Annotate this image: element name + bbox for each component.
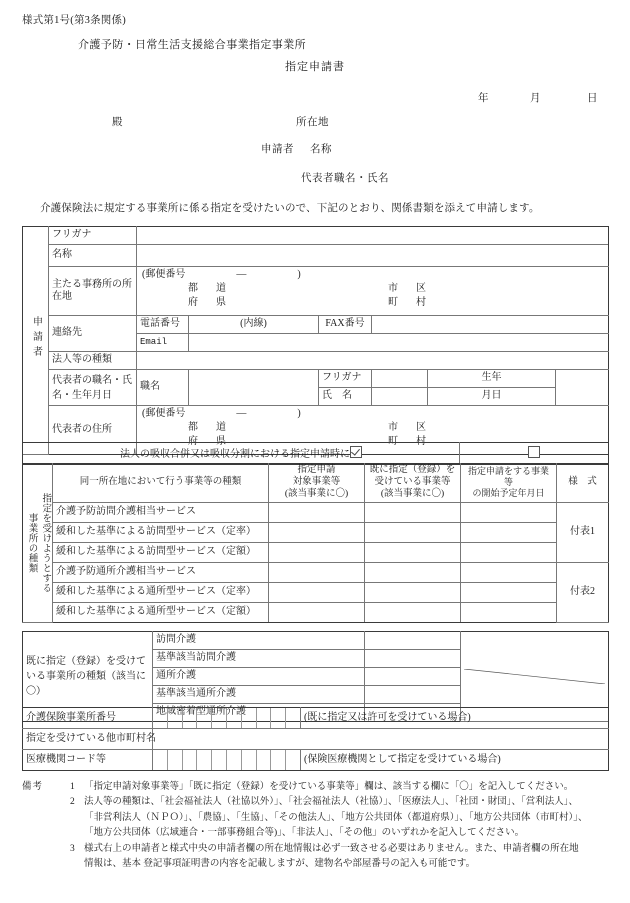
digit-box[interactable]: [183, 750, 198, 770]
other-municipality-input[interactable]: [153, 729, 609, 750]
insurance-office-number-row: [23, 708, 609, 729]
applicant-label: 申請者: [261, 144, 294, 155]
merger-text: 法人の吸収合併又は吸収分割における指定申請時に: [120, 448, 350, 460]
extension-label: (内線): [240, 318, 267, 330]
merger-table: [22, 442, 609, 465]
row-rep-furigana: [23, 370, 609, 388]
note-line: 「非営利法人（ＮＰＯ）」、「農協」、「生協」、「その他法人」、「地方公共団体（都道府県）」、「地方公共団体（市町村）」、: [84, 812, 588, 823]
note-number: 2: [70, 797, 75, 808]
other-municipality-label: 指定を受けている他市町村名: [23, 729, 153, 750]
designation-header-row: [23, 464, 609, 503]
apply-target-cell[interactable]: [269, 582, 365, 602]
digit-box[interactable]: [286, 708, 300, 728]
form-number: 様式第1号(第3条関係): [22, 15, 126, 26]
shiku-label: 市 区: [388, 283, 430, 294]
fax-input[interactable]: [372, 316, 609, 334]
fuken-label: 府 県: [188, 297, 230, 308]
service-name: 介護予防訪問介護相当サービス: [53, 502, 269, 522]
service-name: 介護予防通所介護相当サービス: [53, 562, 269, 582]
merger-row: [23, 443, 609, 465]
applicant-vertical-label: 申請者: [23, 227, 49, 455]
other-municipality-row: [23, 729, 609, 750]
digit-box[interactable]: [227, 750, 242, 770]
medical-code-boxes[interactable]: [153, 750, 301, 771]
start-date-cell[interactable]: [461, 562, 557, 582]
rep-todo-label: 都 道: [188, 422, 230, 433]
apply-target-cell[interactable]: [269, 602, 365, 622]
chouson-label: 町 村: [388, 297, 430, 308]
medical-code-label: 医療機関コード等: [23, 750, 153, 771]
existing-item-label: 通所介護: [153, 668, 365, 686]
existing-item-label: 基準該当通所介護: [153, 686, 365, 704]
already-designated-cell[interactable]: [365, 602, 461, 622]
tel-input[interactable]: [189, 316, 319, 334]
main-office-input[interactable]: [137, 267, 609, 316]
digit-box[interactable]: [242, 708, 257, 728]
medical-code-row: [23, 750, 609, 771]
row-furigana: [23, 227, 609, 245]
apply-target-cell[interactable]: [269, 502, 365, 522]
already-designated-cell[interactable]: [365, 502, 461, 522]
note-item: [22, 842, 622, 873]
digit-box[interactable]: [242, 750, 257, 770]
service-name: 緩和した基準による通所型サービス（定額）: [53, 602, 269, 622]
apply-target-cell[interactable]: [269, 542, 365, 562]
note-number: 1: [70, 782, 75, 792]
service-name: 緩和した基準による訪問型サービス（定額）: [53, 542, 269, 562]
insurance-office-number-boxes[interactable]: [153, 708, 301, 729]
col-header-apply-target: 指定申請 対象事業等 (該当事業に〇): [269, 464, 365, 503]
email-input[interactable]: [189, 334, 609, 352]
col-header-service-type: 同一所在地において行う事業等の種類: [53, 464, 269, 503]
start-date-cell[interactable]: [461, 502, 557, 522]
postal-prefix: (郵便番号 — ): [142, 269, 301, 280]
applicant-name-label: 名称: [310, 144, 332, 155]
existing-item-label: 訪問介護: [153, 632, 365, 650]
designation-row: [23, 562, 609, 582]
post-input[interactable]: [189, 370, 319, 406]
digit-box[interactable]: [257, 750, 272, 770]
note-line: 「指定申請対象事業等」「既に指定（登録）を受けている事業等」欄は、該当する欄に「〇」を記入してください。: [84, 782, 574, 792]
rep-chouson-label: 町 村: [388, 436, 430, 447]
row-contact-tel: [23, 316, 609, 334]
name-input[interactable]: [137, 245, 609, 267]
service-name: 緩和した基準による通所型サービス（定率）: [53, 582, 269, 602]
already-designated-cell[interactable]: [365, 542, 461, 562]
col-header-form: 様 式: [557, 464, 609, 503]
designation-row: [23, 542, 609, 562]
name-label: 名称: [49, 245, 137, 267]
start-date-cell[interactable]: [461, 602, 557, 622]
row-corporation-type: [23, 352, 609, 370]
merger-right-checkbox[interactable]: [528, 446, 540, 458]
date-month-label: 月: [530, 93, 541, 104]
already-designated-cell[interactable]: [365, 582, 461, 602]
designation-row: [23, 602, 609, 622]
note-line: 様式右上の申請者と様式中央の申請者欄の所在地情報は必ず一致させる必要はありません。また、申請者欄の所在地: [84, 843, 579, 854]
rep-furigana-label: フリガナ: [319, 370, 372, 388]
digit-box[interactable]: [212, 708, 227, 728]
merger-text-cell: [23, 443, 460, 465]
note-line: 情報は、基本 登記事項証明書の内容を記載しますが、建物名や部屋番号の記入も可能です。: [84, 858, 476, 869]
digit-box[interactable]: [153, 750, 168, 770]
designation-vertical-label: 指定を受けようとする 事業所の種類: [23, 464, 53, 623]
insurance-office-number-note: (既に指定又は許可を受けている場合): [301, 708, 609, 729]
furigana-label: フリガナ: [49, 227, 137, 245]
dob-input[interactable]: [556, 370, 609, 406]
existing-row: [23, 632, 609, 650]
applicant-table: [22, 226, 609, 455]
digit-box[interactable]: [212, 750, 227, 770]
notes-section: [22, 780, 622, 872]
row-main-office: [23, 267, 609, 316]
insurance-office-number-label: 介護保険事業所番号: [23, 708, 153, 729]
already-designated-cell[interactable]: [365, 562, 461, 582]
fax-label: FAX番号: [319, 316, 372, 334]
email-label: Email: [137, 334, 189, 352]
merger-right-cell: [460, 443, 609, 465]
todo-label: 都 道: [188, 283, 230, 294]
main-office-postal-block: [140, 268, 605, 314]
apply-target-cell[interactable]: [269, 522, 365, 542]
digit-box-group: [153, 750, 300, 770]
designation-row: [23, 582, 609, 602]
note-item: [22, 780, 622, 795]
footer-rows-table: [22, 707, 609, 771]
digit-box[interactable]: [271, 708, 286, 728]
date-year-label: 年: [478, 93, 489, 104]
intro-text: 介護保険法に規定する事業所に係る指定を受けたいので、下記のとおり、関係書類を添えて申請します。: [40, 203, 540, 214]
rep-shiku-label: 市 区: [388, 422, 430, 433]
applicant-address-label: 所在地: [296, 117, 329, 128]
tel-label: 電話番号: [137, 316, 189, 334]
start-date-cell[interactable]: [461, 582, 557, 602]
existing-item-mark[interactable]: [365, 668, 461, 686]
digit-box[interactable]: [197, 708, 212, 728]
col-header-already-designated: 既に指定（登録）を 受けている事業等 (該当事業に〇): [365, 464, 461, 503]
designation-row: [23, 502, 609, 522]
form-title-line1: 介護予防・日常生活支援総合事業指定事業所: [78, 39, 306, 51]
form-ref: 付表1: [557, 502, 609, 562]
dob-label-line2: 月日: [428, 388, 556, 406]
digit-box[interactable]: [168, 750, 183, 770]
date-day-label: 日: [587, 93, 598, 104]
designation-table: [22, 463, 609, 623]
merger-inline-checkbox[interactable]: [350, 446, 362, 458]
designation-row: [23, 522, 609, 542]
already-designated-cell[interactable]: [365, 522, 461, 542]
representative-label: 代表者職名・氏名: [301, 173, 389, 184]
note-item: [22, 795, 622, 841]
apply-target-cell[interactable]: [269, 562, 365, 582]
digit-box[interactable]: [197, 750, 212, 770]
digit-box[interactable]: [183, 708, 198, 728]
row-name: [23, 245, 609, 267]
rep-furigana-input[interactable]: [372, 370, 428, 388]
contact-label: 連絡先: [49, 316, 137, 352]
furigana-input[interactable]: [137, 227, 609, 245]
digit-box[interactable]: [153, 708, 168, 728]
notes-title: 備考: [22, 782, 44, 792]
service-name: 緩和した基準による訪問型サービス（定率）: [53, 522, 269, 542]
start-date-cell[interactable]: [461, 542, 557, 562]
rep-address-label: 代表者の住所: [49, 406, 137, 455]
diagonal-line-icon: [464, 669, 605, 684]
digit-box-group: [153, 708, 300, 728]
main-office-label: 主たる事務所の所在地: [49, 267, 137, 316]
rep-name-input[interactable]: [372, 388, 428, 406]
digit-box[interactable]: [271, 750, 286, 770]
medical-code-note: (保険医療機関として指定を受けている場合): [301, 750, 609, 771]
addressee-dono: 殿: [112, 117, 123, 128]
corporation-type-input[interactable]: [137, 352, 609, 370]
note-line: 法人等の種類は、「社会福祉法人（社協以外）」、「社会福祉法人（社協）」、「医療法人」、「社団・財団」、「営利法人」、: [84, 797, 579, 808]
digit-box[interactable]: [257, 708, 272, 728]
form-title-line2: 指定申請書: [285, 61, 345, 73]
digit-box[interactable]: [168, 708, 183, 728]
digit-box[interactable]: [227, 708, 242, 728]
existing-item-mark[interactable]: [365, 650, 461, 668]
rep-name-label: 氏 名: [319, 388, 372, 406]
rep-fuken-label: 府 県: [188, 436, 230, 447]
start-date-cell[interactable]: [461, 522, 557, 542]
col-header-start-date: 指定申請をする事業等 の開始予定年月日: [461, 464, 557, 503]
existing-item-mark[interactable]: [365, 686, 461, 704]
rep-postal-prefix: (郵便番号 — ): [142, 408, 301, 419]
existing-item-label: 地域密着型通所介護: [153, 704, 365, 722]
note-number: 3: [70, 843, 75, 854]
dob-label-line1: 生年: [428, 370, 556, 388]
corporation-type-label: 法人等の種類: [49, 352, 137, 370]
digit-box[interactable]: [286, 750, 300, 770]
existing-item-label: 基準該当訪問介護: [153, 650, 365, 668]
existing-item-mark[interactable]: [365, 632, 461, 650]
rep-title-name-dob-label: 代表者の職名・氏名・生年月日: [49, 370, 137, 406]
post-label: 職名: [137, 370, 189, 406]
note-line: 「地方公共団体（広域連合・一部事務組合等)」、「非法人」、「その他」のいずれかを記入してください。: [84, 828, 525, 839]
existing-designation-label: 既に指定（登録）を受けている事業所の種類（該当に〇）: [23, 632, 153, 722]
form-ref: 付表2: [557, 562, 609, 622]
